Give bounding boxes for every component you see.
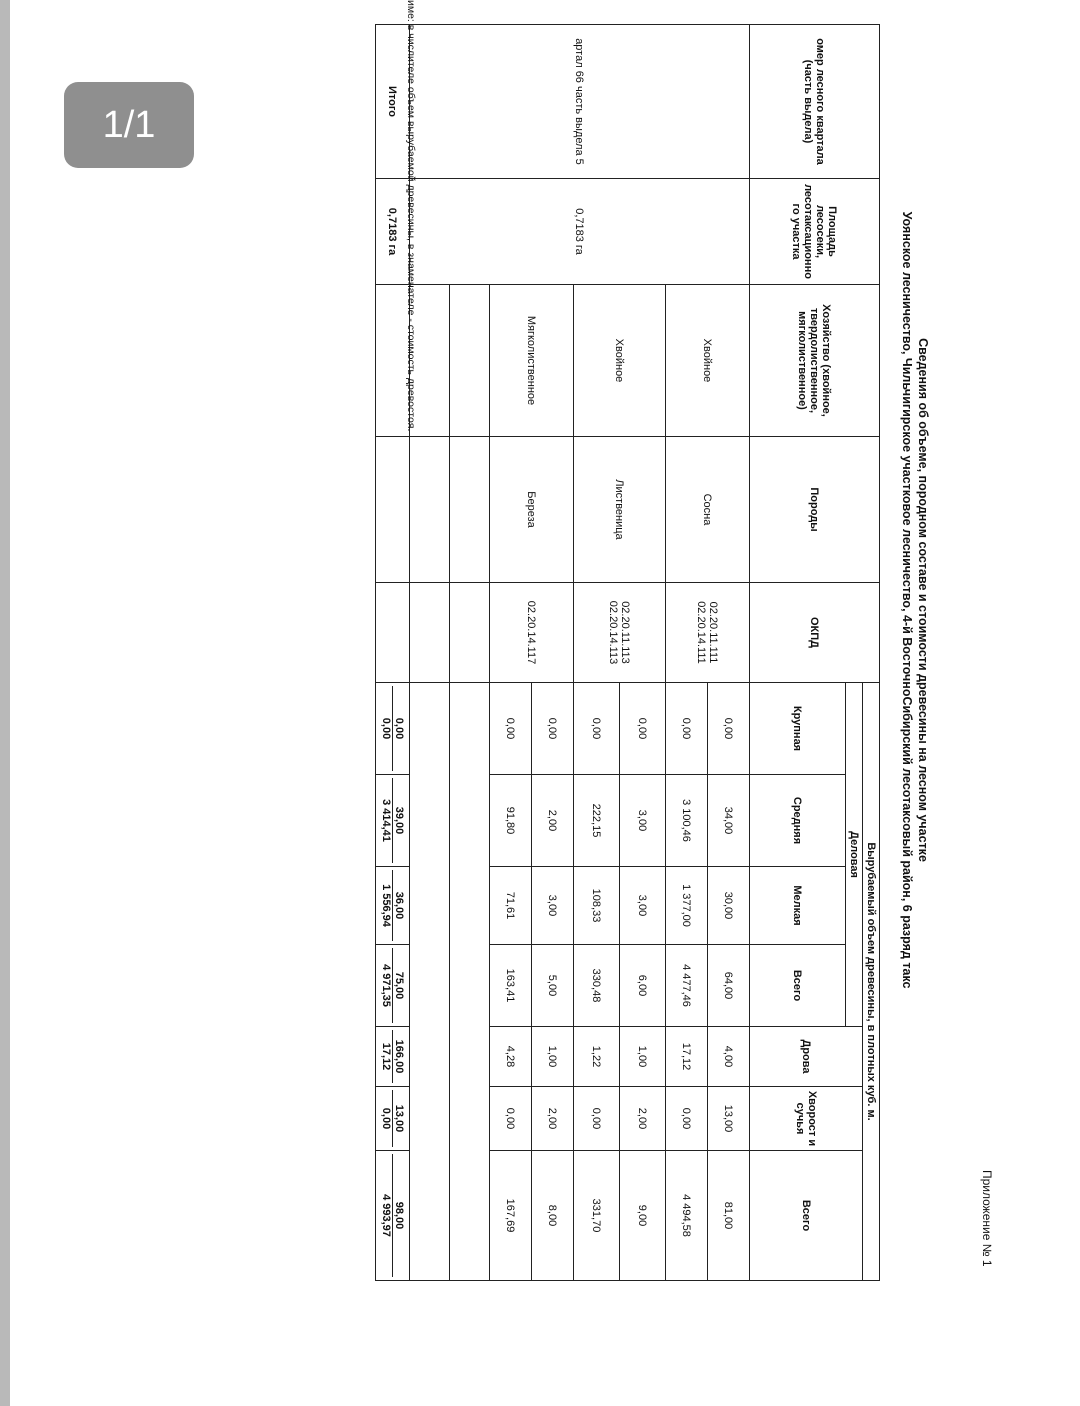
total-firewood: [376, 1027, 410, 1087]
value-cell: 0,00: [490, 1087, 532, 1151]
total-business: [376, 945, 410, 1027]
value-cell: 13,00: [708, 1087, 750, 1151]
species-cell: Сосна: [666, 437, 750, 583]
value-cell: 1,00: [620, 1027, 666, 1087]
table-row: [708, 25, 750, 1281]
empty-cell: [410, 683, 450, 1281]
numerator: 13,00: [392, 1090, 405, 1147]
value-cell: 64,00: [708, 945, 750, 1027]
economy-cell: Хвойное: [574, 285, 666, 437]
okpd-cell: 02.20.14.117: [490, 583, 574, 683]
value-cell: 163,41: [490, 945, 532, 1027]
value-cell: 1,00: [532, 1027, 574, 1087]
value-cell: 17,12: [666, 1027, 708, 1087]
viewer-left-edge: [0, 0, 10, 1406]
value-cell: 1 377,00: [666, 867, 708, 945]
denominator: 3 414,41: [380, 799, 392, 842]
value-cell: 34,00: [708, 775, 750, 867]
value-cell: 0,00: [620, 683, 666, 775]
totals-label: Итого: [376, 25, 410, 179]
value-cell: 2,00: [532, 1087, 574, 1151]
header-total: Всего: [750, 1151, 863, 1281]
footnote: име: в числителе объем вырубаемой древесины, в знаменателе - стоимость древостоя.: [405, 0, 417, 432]
value-cell: 2,00: [620, 1087, 666, 1151]
economy-cell: Хвойное: [666, 285, 750, 437]
volume-table: [375, 24, 880, 1281]
page-indicator: 1/1: [64, 82, 194, 168]
header-okpd: ОКПД: [750, 583, 880, 683]
header-small: Мелкая: [750, 867, 846, 945]
header-quarter: омер лесного квартала (часть выдела): [750, 25, 880, 179]
header-volume-group: Вырубаемый объем древесины, в плотных куб. м.: [863, 683, 880, 1281]
total-all: [376, 1151, 410, 1281]
total-large: [376, 683, 410, 775]
value-cell: 330,48: [574, 945, 620, 1027]
rotated-document: [10, 0, 1080, 1406]
value-cell: 1,22: [574, 1027, 620, 1087]
numerator: 166,00: [392, 1030, 405, 1083]
value-cell: 4 494,58: [666, 1151, 708, 1281]
numerator: 0,00: [392, 686, 405, 771]
header-large: Крупная: [750, 683, 846, 775]
numerator: 75,00: [392, 948, 405, 1023]
value-cell: 0,00: [574, 1087, 620, 1151]
denominator: 0,00: [380, 717, 392, 740]
document-page: [10, 0, 1080, 1406]
empty-cell: [450, 285, 490, 437]
species-cell: Береза: [490, 437, 574, 583]
header-brushwood: Хворост и сучья: [750, 1087, 863, 1151]
empty-cell: [450, 437, 490, 583]
value-cell: 5,00: [532, 945, 574, 1027]
economy-cell: Мягколиственное: [490, 285, 574, 437]
okpd-code: 02.20.14.111: [695, 601, 708, 664]
total-small: [376, 867, 410, 945]
okpd-cell: [666, 583, 750, 683]
header-business-group: Деловая: [846, 683, 863, 1027]
value-cell: 3,00: [532, 867, 574, 945]
value-cell: 222,15: [574, 775, 620, 867]
empty-cell: [376, 583, 410, 683]
value-cell: 3,00: [620, 775, 666, 867]
value-cell: 2,00: [532, 775, 574, 867]
denominator: 4 971,35: [380, 964, 392, 1007]
denominator: 1 556,94: [380, 884, 392, 927]
denominator: 17,12: [380, 1042, 392, 1071]
header-firewood: Дрова: [750, 1027, 863, 1087]
value-cell: 108,33: [574, 867, 620, 945]
value-cell: 0,00: [666, 1087, 708, 1151]
value-cell: 0,00: [708, 683, 750, 775]
value-cell: 4,00: [708, 1027, 750, 1087]
species-cell: Лиственица: [574, 437, 666, 583]
value-cell: 71,61: [490, 867, 532, 945]
header-area: Площадь лесосеки, лесотаксационно го участка: [750, 179, 880, 285]
okpd-code: 02.20.14.113: [607, 600, 620, 665]
value-cell: 3,00: [620, 867, 666, 945]
value-cell: 8,00: [532, 1151, 574, 1281]
okpd-code: 02.20.11.111: [707, 601, 720, 664]
empty-cell: [450, 683, 490, 1281]
value-cell: 0,00: [666, 683, 708, 775]
okpd-code: 02.20.11.113: [619, 601, 632, 664]
document-subtitle: Уоянское лесничество, Чильчигирское участковое лесничество, 4-й ВосточноСибирский лесотаксовый район, 6 разряд такс: [900, 211, 914, 989]
okpd-cell: [574, 583, 666, 683]
total-brushwood: [376, 1087, 410, 1151]
area-cell: 0,7183 га: [410, 179, 750, 285]
value-cell: 91,80: [490, 775, 532, 867]
header-economy: Хозяйство (хвойное, твердолиственное, мягколиственное): [750, 285, 880, 437]
header-business-total: Всего: [750, 945, 846, 1027]
value-cell: 4,28: [490, 1027, 532, 1087]
header-medium: Средняя: [750, 775, 846, 867]
appendix-label: Приложение № 1: [980, 1170, 994, 1267]
numerator: 39,00: [392, 778, 405, 863]
denominator: 4 993,97: [380, 1194, 392, 1237]
totals-area: 0,7183 га: [376, 179, 410, 285]
numerator: 36,00: [392, 870, 405, 941]
value-cell: 167,69: [490, 1151, 532, 1281]
empty-cell: [410, 583, 450, 683]
denominator: 0,00: [380, 1107, 392, 1130]
quarter-cell: артал 66 часть выдела 5: [410, 25, 750, 179]
empty-cell: [376, 437, 410, 583]
empty-cell: [410, 437, 450, 583]
empty-cell: [450, 583, 490, 683]
value-cell: 30,00: [708, 867, 750, 945]
value-cell: 4 477,46: [666, 945, 708, 1027]
value-cell: 331,70: [574, 1151, 620, 1281]
numerator: 98,00: [392, 1154, 405, 1277]
document-title: Сведения об объеме, породном составе и стоимости древесины на лесном участке: [916, 338, 930, 862]
value-cell: 0,00: [490, 683, 532, 775]
header-species: Породы: [750, 437, 880, 583]
value-cell: 0,00: [574, 683, 620, 775]
total-medium: [376, 775, 410, 867]
value-cell: 81,00: [708, 1151, 750, 1281]
value-cell: 6,00: [620, 945, 666, 1027]
value-cell: 3 100,46: [666, 775, 708, 867]
value-cell: 9,00: [620, 1151, 666, 1281]
value-cell: 0,00: [532, 683, 574, 775]
